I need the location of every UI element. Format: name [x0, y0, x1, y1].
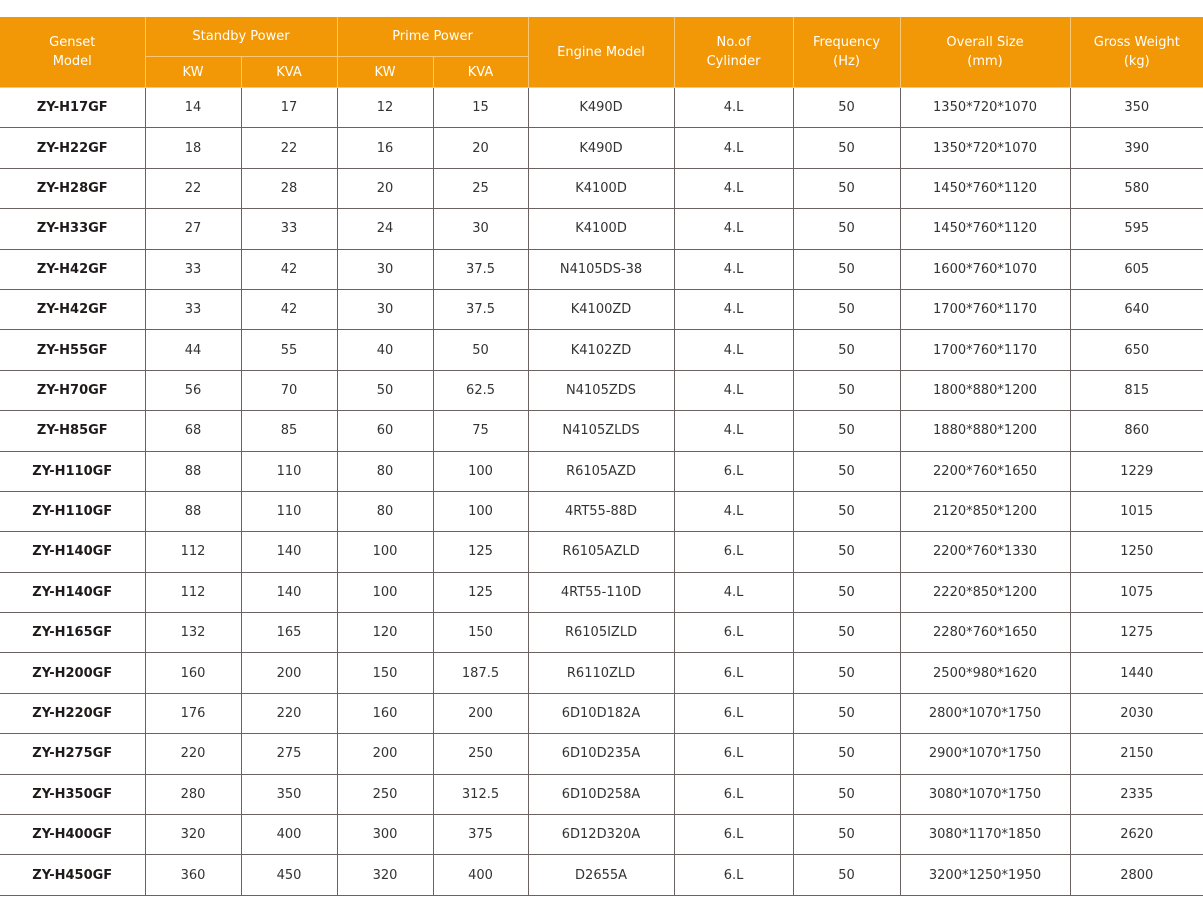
cell-gross-weight: 1250: [1070, 532, 1203, 572]
cell-prime-kw: 300: [337, 815, 433, 855]
header-cylinders-line2: Cylinder: [706, 54, 761, 69]
cell-standby-kva: 70: [241, 370, 337, 410]
cell-engine-model: D2655A: [528, 855, 674, 895]
cell-frequency: 50: [793, 572, 900, 612]
cell-genset-model: ZY-H28GF: [0, 168, 145, 208]
cell-engine-model: N4105ZLDS: [528, 411, 674, 451]
cell-genset-model: ZY-H450GF: [0, 855, 145, 895]
cell-standby-kva: 22: [241, 128, 337, 168]
cell-prime-kw: 320: [337, 855, 433, 895]
cell-engine-model: K4100D: [528, 209, 674, 249]
cell-engine-model: R6105IZLD: [528, 613, 674, 653]
cell-standby-kw: 33: [145, 289, 241, 329]
table-body: [0, 88, 1203, 896]
cell-cylinders: 4.L: [674, 289, 793, 329]
cell-gross-weight: 605: [1070, 249, 1203, 289]
cell-prime-kw: 30: [337, 289, 433, 329]
table-row: [0, 289, 1203, 329]
cell-frequency: 50: [793, 491, 900, 531]
cell-cylinders: 4.L: [674, 88, 793, 128]
cell-standby-kva: 17: [241, 88, 337, 128]
cell-prime-kw: 16: [337, 128, 433, 168]
cell-standby-kw: 33: [145, 249, 241, 289]
cell-overall-size: 2800*1070*1750: [900, 693, 1070, 733]
cell-frequency: 50: [793, 451, 900, 491]
cell-standby-kw: 160: [145, 653, 241, 693]
cell-prime-kw: 80: [337, 451, 433, 491]
cell-prime-kw: 50: [337, 370, 433, 410]
cell-prime-kw: 160: [337, 693, 433, 733]
cell-gross-weight: 1440: [1070, 653, 1203, 693]
cell-gross-weight: 1075: [1070, 572, 1203, 612]
cell-standby-kva: 110: [241, 451, 337, 491]
header-genset-model-line1: Genset: [49, 35, 96, 50]
table-row: [0, 411, 1203, 451]
cell-prime-kva: 187.5: [433, 653, 528, 693]
cell-prime-kva: 37.5: [433, 249, 528, 289]
cell-engine-model: K4100D: [528, 168, 674, 208]
header-gross-weight-line1: Gross Weight: [1093, 35, 1180, 50]
table-row: [0, 613, 1203, 653]
cell-genset-model: ZY-H110GF: [0, 491, 145, 531]
cell-prime-kw: 24: [337, 209, 433, 249]
table-row: [0, 209, 1203, 249]
cell-genset-model: ZY-H140GF: [0, 572, 145, 612]
table-row: [0, 168, 1203, 208]
cell-overall-size: 1700*760*1170: [900, 330, 1070, 370]
cell-prime-kva: 100: [433, 451, 528, 491]
cell-genset-model: ZY-H275GF: [0, 734, 145, 774]
cell-standby-kw: 220: [145, 734, 241, 774]
cell-genset-model: ZY-H33GF: [0, 209, 145, 249]
table-row: [0, 653, 1203, 693]
cell-gross-weight: 640: [1070, 289, 1203, 329]
cell-genset-model: ZY-H200GF: [0, 653, 145, 693]
cell-standby-kva: 85: [241, 411, 337, 451]
cell-standby-kva: 275: [241, 734, 337, 774]
cell-prime-kw: 150: [337, 653, 433, 693]
cell-genset-model: ZY-H55GF: [0, 330, 145, 370]
cell-prime-kw: 120: [337, 613, 433, 653]
header-prime-kva: KVA: [433, 57, 528, 88]
cell-gross-weight: 350: [1070, 88, 1203, 128]
cell-frequency: 50: [793, 734, 900, 774]
cell-gross-weight: 2800: [1070, 855, 1203, 895]
cell-standby-kva: 55: [241, 330, 337, 370]
cell-standby-kw: 320: [145, 815, 241, 855]
cell-prime-kva: 200: [433, 693, 528, 733]
cell-standby-kw: 112: [145, 572, 241, 612]
cell-frequency: 50: [793, 411, 900, 451]
cell-genset-model: ZY-H350GF: [0, 774, 145, 814]
table-header: [0, 17, 1203, 88]
cell-standby-kw: 22: [145, 168, 241, 208]
cell-gross-weight: 2620: [1070, 815, 1203, 855]
cell-frequency: 50: [793, 168, 900, 208]
cell-cylinders: 4.L: [674, 209, 793, 249]
cell-prime-kva: 375: [433, 815, 528, 855]
cell-cylinders: 6.L: [674, 855, 793, 895]
cell-prime-kva: 150: [433, 613, 528, 653]
cell-engine-model: 6D10D182A: [528, 693, 674, 733]
cell-engine-model: 4RT55-110D: [528, 572, 674, 612]
cell-engine-model: N4105ZDS: [528, 370, 674, 410]
cell-cylinders: 6.L: [674, 653, 793, 693]
cell-prime-kva: 50: [433, 330, 528, 370]
cell-engine-model: 6D10D258A: [528, 774, 674, 814]
table-row: [0, 774, 1203, 814]
cell-standby-kw: 18: [145, 128, 241, 168]
cell-frequency: 50: [793, 774, 900, 814]
header-standby-power: Standby Power: [145, 17, 337, 57]
header-genset-model-line2: Model: [52, 54, 92, 69]
cell-genset-model: ZY-H17GF: [0, 88, 145, 128]
cell-prime-kva: 100: [433, 491, 528, 531]
cell-standby-kva: 110: [241, 491, 337, 531]
cell-standby-kw: 56: [145, 370, 241, 410]
cell-gross-weight: 1275: [1070, 613, 1203, 653]
cell-frequency: 50: [793, 289, 900, 329]
cell-gross-weight: 1229: [1070, 451, 1203, 491]
cell-standby-kva: 165: [241, 613, 337, 653]
cell-frequency: 50: [793, 330, 900, 370]
cell-standby-kw: 27: [145, 209, 241, 249]
cell-overall-size: 1700*760*1170: [900, 289, 1070, 329]
cell-frequency: 50: [793, 249, 900, 289]
cell-cylinders: 4.L: [674, 330, 793, 370]
cell-standby-kw: 88: [145, 451, 241, 491]
cell-gross-weight: 2335: [1070, 774, 1203, 814]
cell-gross-weight: 2150: [1070, 734, 1203, 774]
cell-prime-kva: 37.5: [433, 289, 528, 329]
table-row: [0, 734, 1203, 774]
table-row: [0, 88, 1203, 128]
cell-engine-model: R6110ZLD: [528, 653, 674, 693]
cell-cylinders: 6.L: [674, 774, 793, 814]
cell-standby-kva: 140: [241, 532, 337, 572]
cell-overall-size: 2220*850*1200: [900, 572, 1070, 612]
cell-genset-model: ZY-H22GF: [0, 128, 145, 168]
table-row: [0, 370, 1203, 410]
header-engine-model: Engine Model: [528, 17, 674, 88]
cell-overall-size: 1800*880*1200: [900, 370, 1070, 410]
table-row: [0, 491, 1203, 531]
cell-cylinders: 4.L: [674, 128, 793, 168]
header-frequency-line1: Frequency: [812, 35, 881, 50]
cell-frequency: 50: [793, 209, 900, 249]
cell-frequency: 50: [793, 88, 900, 128]
cell-gross-weight: 2030: [1070, 693, 1203, 733]
cell-cylinders: 4.L: [674, 572, 793, 612]
cell-genset-model: ZY-H42GF: [0, 249, 145, 289]
cell-standby-kva: 400: [241, 815, 337, 855]
cell-overall-size: 2120*850*1200: [900, 491, 1070, 531]
cell-gross-weight: 580: [1070, 168, 1203, 208]
cell-cylinders: 6.L: [674, 451, 793, 491]
cell-cylinders: 4.L: [674, 411, 793, 451]
cell-frequency: 50: [793, 653, 900, 693]
cell-standby-kva: 33: [241, 209, 337, 249]
header-standby-kw: KW: [145, 57, 241, 88]
header-genset-model: [0, 17, 145, 88]
cell-genset-model: ZY-H165GF: [0, 613, 145, 653]
table-row: [0, 249, 1203, 289]
cell-genset-model: ZY-H220GF: [0, 693, 145, 733]
cell-frequency: 50: [793, 370, 900, 410]
cell-prime-kw: 12: [337, 88, 433, 128]
table-row: [0, 815, 1203, 855]
cell-standby-kva: 42: [241, 289, 337, 329]
cell-engine-model: N4105DS-38: [528, 249, 674, 289]
cell-prime-kva: 75: [433, 411, 528, 451]
cell-standby-kva: 140: [241, 572, 337, 612]
header-prime-power: Prime Power: [337, 17, 528, 57]
cell-engine-model: K4102ZD: [528, 330, 674, 370]
header-frequency-line2: (Hz): [833, 54, 860, 69]
cell-prime-kva: 125: [433, 532, 528, 572]
cell-overall-size: 1880*880*1200: [900, 411, 1070, 451]
cell-standby-kw: 14: [145, 88, 241, 128]
cell-overall-size: 2200*760*1330: [900, 532, 1070, 572]
cell-overall-size: 1350*720*1070: [900, 128, 1070, 168]
cell-overall-size: 2280*760*1650: [900, 613, 1070, 653]
cell-prime-kw: 100: [337, 572, 433, 612]
cell-overall-size: 2500*980*1620: [900, 653, 1070, 693]
cell-engine-model: K490D: [528, 88, 674, 128]
cell-prime-kva: 15: [433, 88, 528, 128]
cell-cylinders: 4.L: [674, 168, 793, 208]
cell-cylinders: 6.L: [674, 693, 793, 733]
header-frequency: [793, 17, 900, 88]
cell-standby-kva: 42: [241, 249, 337, 289]
table-row: [0, 330, 1203, 370]
cell-genset-model: ZY-H140GF: [0, 532, 145, 572]
cell-overall-size: 2900*1070*1750: [900, 734, 1070, 774]
header-overall-size-line1: Overall Size: [946, 35, 1024, 50]
cell-cylinders: 6.L: [674, 613, 793, 653]
cell-prime-kva: 250: [433, 734, 528, 774]
table-row: [0, 451, 1203, 491]
cell-genset-model: ZY-H85GF: [0, 411, 145, 451]
cell-engine-model: R6105AZLD: [528, 532, 674, 572]
cell-gross-weight: 1015: [1070, 491, 1203, 531]
cell-engine-model: 6D12D320A: [528, 815, 674, 855]
cell-prime-kw: 30: [337, 249, 433, 289]
cell-prime-kva: 125: [433, 572, 528, 612]
cell-overall-size: 3080*1170*1850: [900, 815, 1070, 855]
cell-cylinders: 6.L: [674, 734, 793, 774]
header-standby-kva: KVA: [241, 57, 337, 88]
cell-cylinders: 4.L: [674, 370, 793, 410]
cell-prime-kw: 250: [337, 774, 433, 814]
cell-genset-model: ZY-H400GF: [0, 815, 145, 855]
cell-genset-model: ZY-H70GF: [0, 370, 145, 410]
cell-standby-kw: 176: [145, 693, 241, 733]
cell-standby-kw: 112: [145, 532, 241, 572]
cell-overall-size: 2200*760*1650: [900, 451, 1070, 491]
cell-prime-kva: 30: [433, 209, 528, 249]
cell-frequency: 50: [793, 855, 900, 895]
cell-overall-size: 1350*720*1070: [900, 88, 1070, 128]
cell-prime-kw: 80: [337, 491, 433, 531]
cell-prime-kw: 60: [337, 411, 433, 451]
cell-standby-kw: 132: [145, 613, 241, 653]
cell-genset-model: ZY-H110GF: [0, 451, 145, 491]
cell-prime-kw: 200: [337, 734, 433, 774]
cell-cylinders: 6.L: [674, 532, 793, 572]
cell-overall-size: 1450*760*1120: [900, 168, 1070, 208]
cell-engine-model: K4100ZD: [528, 289, 674, 329]
cell-prime-kva: 62.5: [433, 370, 528, 410]
cell-engine-model: K490D: [528, 128, 674, 168]
cell-gross-weight: 815: [1070, 370, 1203, 410]
header-prime-kw: KW: [337, 57, 433, 88]
cell-prime-kw: 20: [337, 168, 433, 208]
cell-gross-weight: 650: [1070, 330, 1203, 370]
cell-standby-kw: 88: [145, 491, 241, 531]
cell-frequency: 50: [793, 693, 900, 733]
cell-standby-kw: 68: [145, 411, 241, 451]
cell-genset-model: ZY-H42GF: [0, 289, 145, 329]
cell-prime-kva: 400: [433, 855, 528, 895]
cell-cylinders: 4.L: [674, 491, 793, 531]
cell-frequency: 50: [793, 532, 900, 572]
cell-standby-kva: 28: [241, 168, 337, 208]
genset-spec-table: [0, 17, 1203, 896]
table-row: [0, 572, 1203, 612]
cell-frequency: 50: [793, 128, 900, 168]
cell-standby-kva: 350: [241, 774, 337, 814]
cell-overall-size: 1600*760*1070: [900, 249, 1070, 289]
cell-overall-size: 3080*1070*1750: [900, 774, 1070, 814]
header-overall-size: [900, 17, 1070, 88]
table-row: [0, 693, 1203, 733]
cell-cylinders: 4.L: [674, 249, 793, 289]
cell-standby-kw: 280: [145, 774, 241, 814]
header-gross-weight: [1070, 17, 1203, 88]
cell-engine-model: R6105AZD: [528, 451, 674, 491]
table-row: [0, 855, 1203, 895]
cell-cylinders: 6.L: [674, 815, 793, 855]
cell-prime-kva: 25: [433, 168, 528, 208]
cell-engine-model: 4RT55-88D: [528, 491, 674, 531]
cell-gross-weight: 860: [1070, 411, 1203, 451]
header-cylinders: [674, 17, 793, 88]
cell-standby-kva: 200: [241, 653, 337, 693]
table-row: [0, 532, 1203, 572]
cell-frequency: 50: [793, 815, 900, 855]
cell-standby-kw: 360: [145, 855, 241, 895]
cell-prime-kva: 20: [433, 128, 528, 168]
header-cylinders-line1: No.of: [716, 35, 751, 50]
cell-frequency: 50: [793, 613, 900, 653]
header-overall-size-line2: (mm): [967, 54, 1003, 69]
cell-engine-model: 6D10D235A: [528, 734, 674, 774]
cell-prime-kva: 312.5: [433, 774, 528, 814]
table-row: [0, 128, 1203, 168]
cell-prime-kw: 100: [337, 532, 433, 572]
cell-standby-kva: 450: [241, 855, 337, 895]
header-gross-weight-line2: (kg): [1123, 54, 1150, 69]
cell-overall-size: 1450*760*1120: [900, 209, 1070, 249]
cell-standby-kva: 220: [241, 693, 337, 733]
cell-prime-kw: 40: [337, 330, 433, 370]
cell-overall-size: 3200*1250*1950: [900, 855, 1070, 895]
cell-gross-weight: 595: [1070, 209, 1203, 249]
cell-standby-kw: 44: [145, 330, 241, 370]
cell-gross-weight: 390: [1070, 128, 1203, 168]
